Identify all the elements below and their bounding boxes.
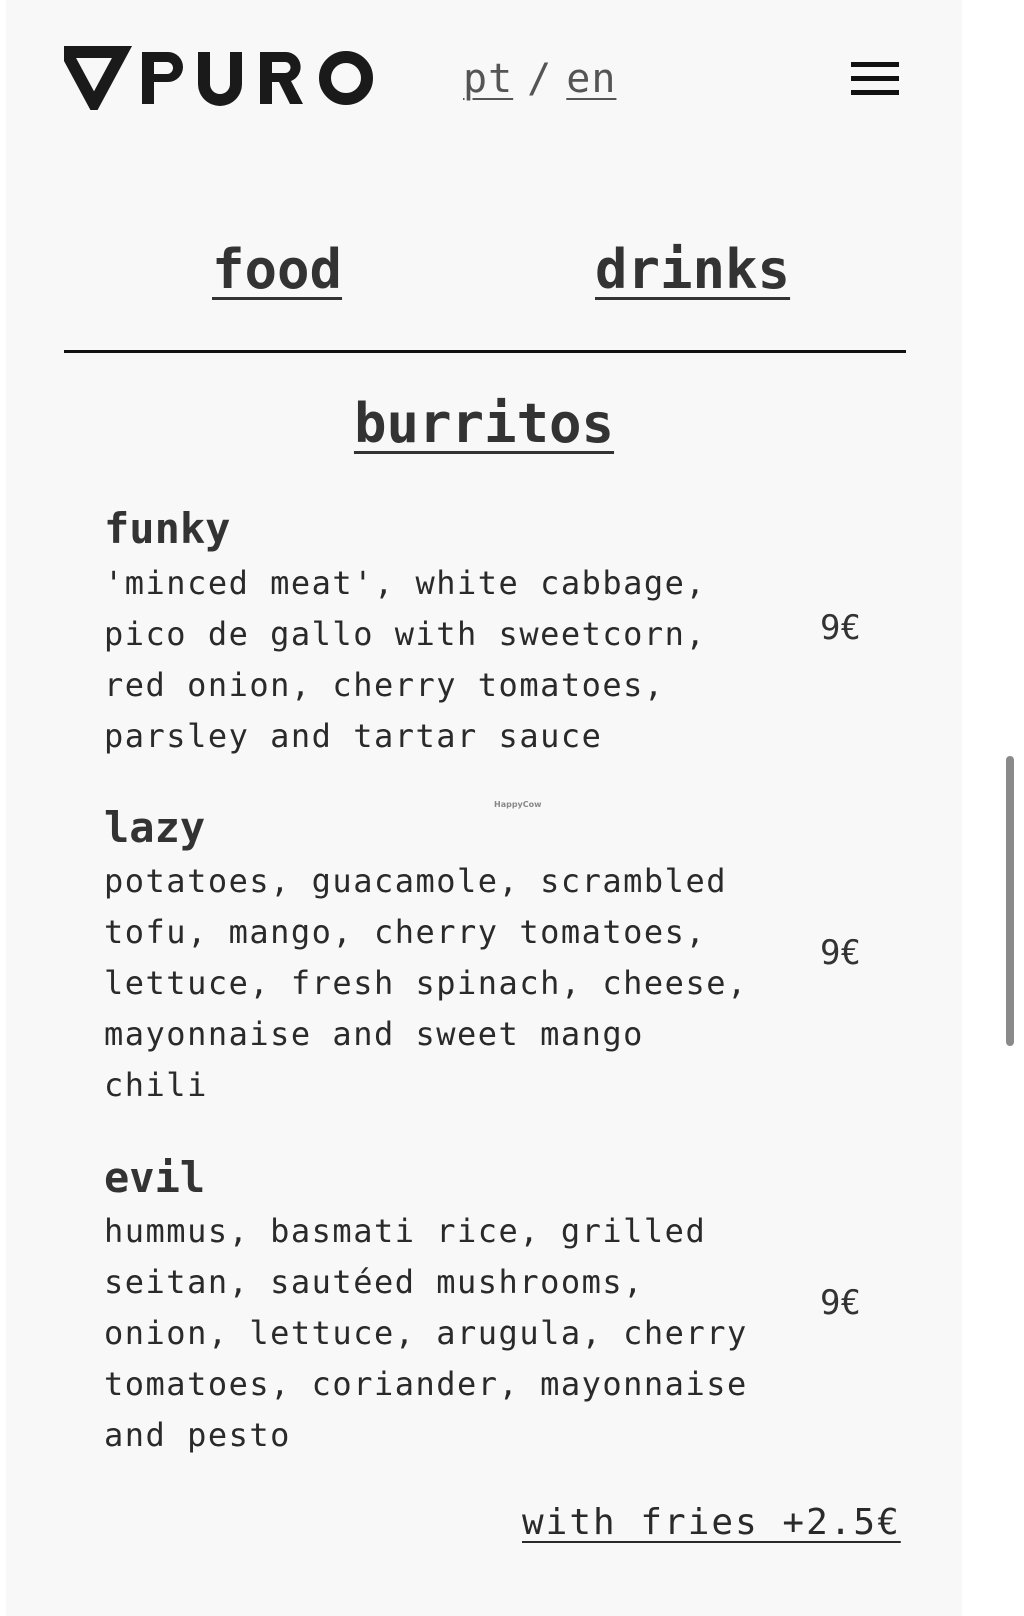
lang-en-link[interactable]: en — [566, 56, 617, 102]
vpuro-logo[interactable] — [64, 46, 384, 110]
section-title-burritos: burritos — [353, 392, 615, 455]
menu-item-price: 9€ — [820, 1283, 861, 1323]
menu-item-description: hummus, basmati rice, grilled seitan, sautéed mushrooms, onion, lettuce, arugula, cherry tomatoes, coriander, mayonnaise and pesto — [104, 1212, 748, 1454]
menu-item-description: potatoes, guacamole, scrambled tofu, mango, cherry tomatoes, lettuce, fresh spinach, cheese, mayonnaise and sweet mango chili — [104, 862, 748, 1104]
lang-separator: / — [527, 56, 553, 102]
menu-page — [6, 0, 962, 1616]
language-switcher — [463, 56, 616, 102]
tab-food[interactable]: food — [212, 238, 343, 301]
lang-pt-link[interactable]: pt — [463, 56, 514, 102]
fries-extra-note: with fries +2.5€ — [522, 1502, 901, 1543]
watermark-text: HappyCow — [494, 800, 542, 809]
scrollbar-thumb[interactable] — [1006, 756, 1014, 1046]
menu-item-name: funky — [104, 504, 231, 553]
menu-item-price: 9€ — [820, 933, 861, 973]
menu-item-name: evil — [104, 1153, 206, 1202]
hamburger-menu-icon[interactable] — [851, 62, 899, 96]
tab-drinks[interactable]: drinks — [595, 238, 791, 301]
menu-item-price: 9€ — [820, 608, 861, 648]
tabs-divider — [64, 350, 906, 353]
menu-item-description: 'minced meat', white cabbage, pico de gallo with sweetcorn, red onion, cherry tomatoes, parsley and tartar sauce — [104, 564, 707, 755]
menu-item-name: lazy — [104, 803, 206, 852]
